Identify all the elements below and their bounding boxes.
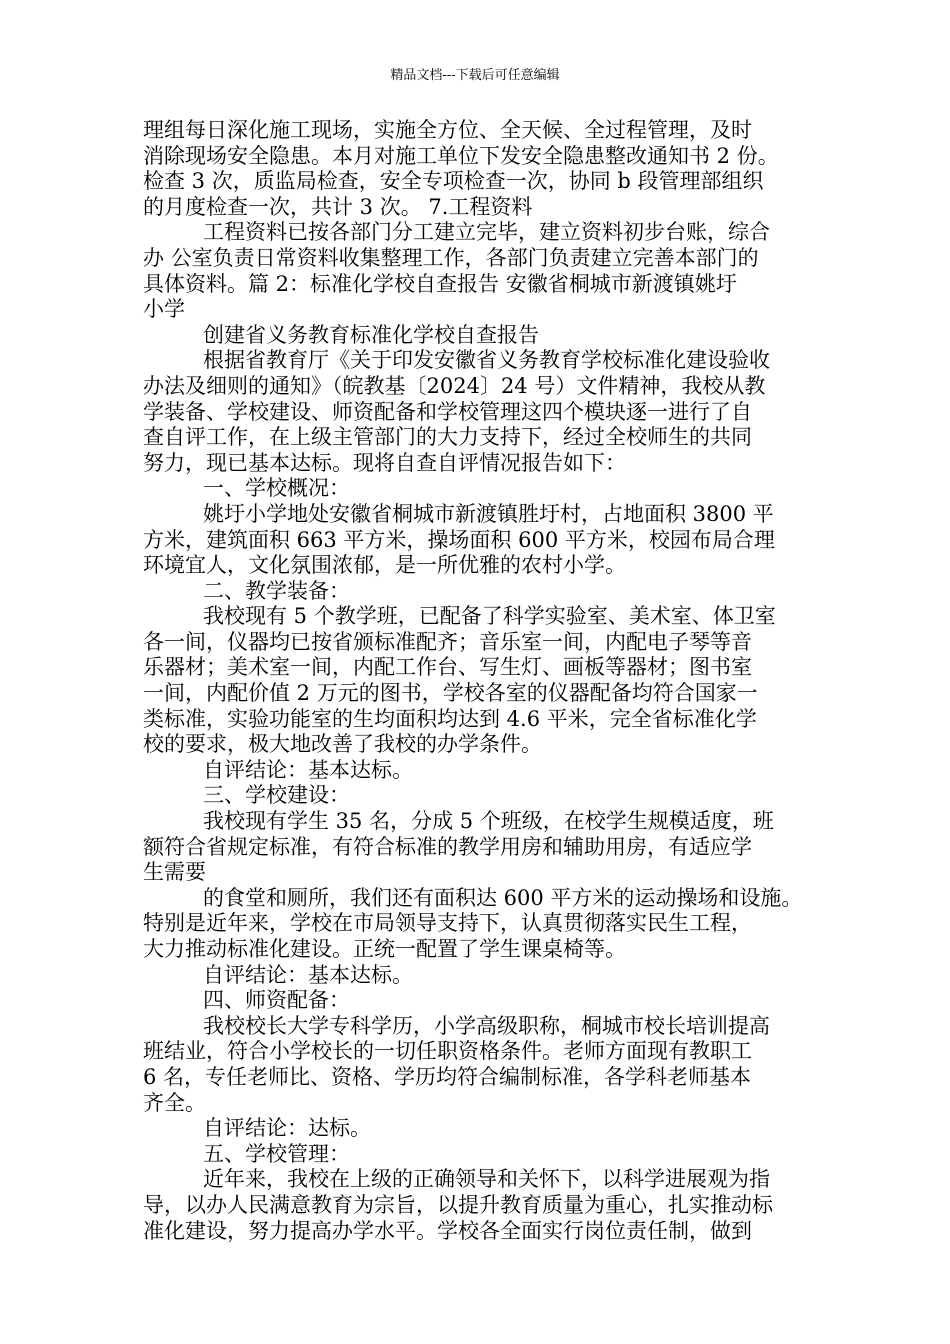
text-line: 额符合省规定标准，有符合标准的教学用房和辅助用房，有适应学 (143, 834, 752, 859)
text-line: 办 公室负责日常资料收集整理工作，各部门负责建立完善本部门的 (143, 245, 759, 270)
text-line: 办法及细则的通知》（皖教基〔2024〕24 号）文件精神，我校从教 (143, 373, 766, 398)
text-line: 小学 (143, 297, 185, 322)
text-line: 五、学校管理： (203, 1141, 350, 1166)
text-line: 学装备、学校建设、师资配备和学校管理这四个模块逐一进行了自 (143, 399, 752, 424)
text-line: 类标准，实验功能室的生均面积均达到 4.6 平米，完全省标准化学 (143, 706, 757, 731)
text-line: 工程资料已按各部门分工建立完毕，建立资料初步台账，综合 (203, 220, 770, 245)
text-line: 姚圩小学地处安徽省桐城市新渡镇胜圩村，占地面积 3800 平 (203, 501, 774, 526)
text-line: 近年来，我校在上级的正确领导和关怀下，以科学进展观为指 (203, 1167, 770, 1192)
text-line: 查自评工作，在上级主管部门的大力支持下，经过全校师生的共同 (143, 425, 752, 450)
text-line: 我校现有 5 个教学班，已配备了科学实验室、美术室、体卫室 (203, 604, 776, 629)
text-line: 消除现场安全隐患。本月对施工单位下发安全隐患整改通知书 2 份。 (143, 143, 779, 168)
text-line: 四、师资配备： (203, 988, 350, 1013)
page-header: 精品文档---下载后可任意编辑 (390, 68, 560, 83)
text-line: 二、教学装备： (203, 578, 350, 603)
text-line: 各一间，仪器均已按省颁标准配齐；音乐室一间，内配电子琴等音 (143, 629, 752, 654)
text-line: 三、学校建设： (203, 783, 350, 808)
text-line: 根据省教育厅《关于印发安徽省义务教育学校标准化建设验收 (203, 348, 770, 373)
text-line: 班结业，符合小学校长的一切任职资格条件。老师方面现有教职工 (143, 1039, 752, 1064)
text-line: 我校校长大学专科学历，小学高级职称，桐城市校长培训提高 (203, 1013, 770, 1038)
text-line: 一、学校概况： (203, 476, 350, 501)
document-body (143, 118, 811, 1244)
text-line: 自评结论：基本达标。 (203, 962, 413, 987)
text-line: 的月度检查一次，共计 3 次。 7.工程资料 (143, 194, 533, 219)
text-line: 特别是近年来，学校在市局领导支持下，认真贯彻落实民生工程， (143, 911, 752, 936)
text-line: 导，以办人民满意教育为宗旨，以提升教育质量为重心，扎实推动标 (143, 1192, 773, 1217)
text-line: 准化建设，努力提高办学水平。学校各全面实行岗位责任制，做到 (143, 1218, 752, 1243)
text-line: 一间，内配价值 2 万元的图书，学校各室的仪器配备均符合国家一 (143, 681, 758, 706)
text-line: 大力推动标准化建设。正统一配置了学生课桌椅等。 (143, 937, 626, 961)
text-line: 创建省义务教育标准化学校自查报告 (203, 322, 539, 347)
text-line: 自评结论：达标。 (203, 1116, 371, 1141)
text-line: 具体资料。篇 2：标准化学校自查报告 安徽省桐城市新渡镇姚圩 (143, 271, 737, 296)
text-line: 方米，建筑面积 663 平方米，操场面积 600 平方米，校园布局合理 (143, 527, 775, 552)
text-line: 生需要 (143, 860, 206, 885)
text-line: 我校现有学生 35 名，分成 5 个班级，在校学生规模适度，班 (203, 809, 774, 834)
text-line: 自评结论：基本达标。 (203, 757, 413, 782)
text-line: 理组每日深化施工现场，实施全方位、全天候、全过程管理，及时 (143, 118, 752, 142)
text-line: 环境宜人，文化氛围浓郁，是一所优雅的农村小学。 (143, 553, 626, 578)
text-line: 校的要求，极大地改善了我校的办学条件。 (143, 732, 542, 757)
text-line: 乐器材；美术室一间，内配工作台、写生灯、画板等器材；图书室 (143, 655, 752, 680)
text-line: 检查 3 次，质监局检查，安全专项检查一次，协同 b 段管理部组织 (143, 169, 764, 194)
text-line: 的食堂和厕所，我们还有面积达 600 平方米的运动操场和设施。 (203, 885, 803, 910)
text-line: 齐全。 (143, 1090, 206, 1115)
text-line: 努力，现已基本达标。现将自查自评情况报告如下： (143, 450, 626, 475)
text-line: 6 名，专任老师比、资格、学历均符合编制标准，各学科老师基本 (143, 1064, 752, 1089)
